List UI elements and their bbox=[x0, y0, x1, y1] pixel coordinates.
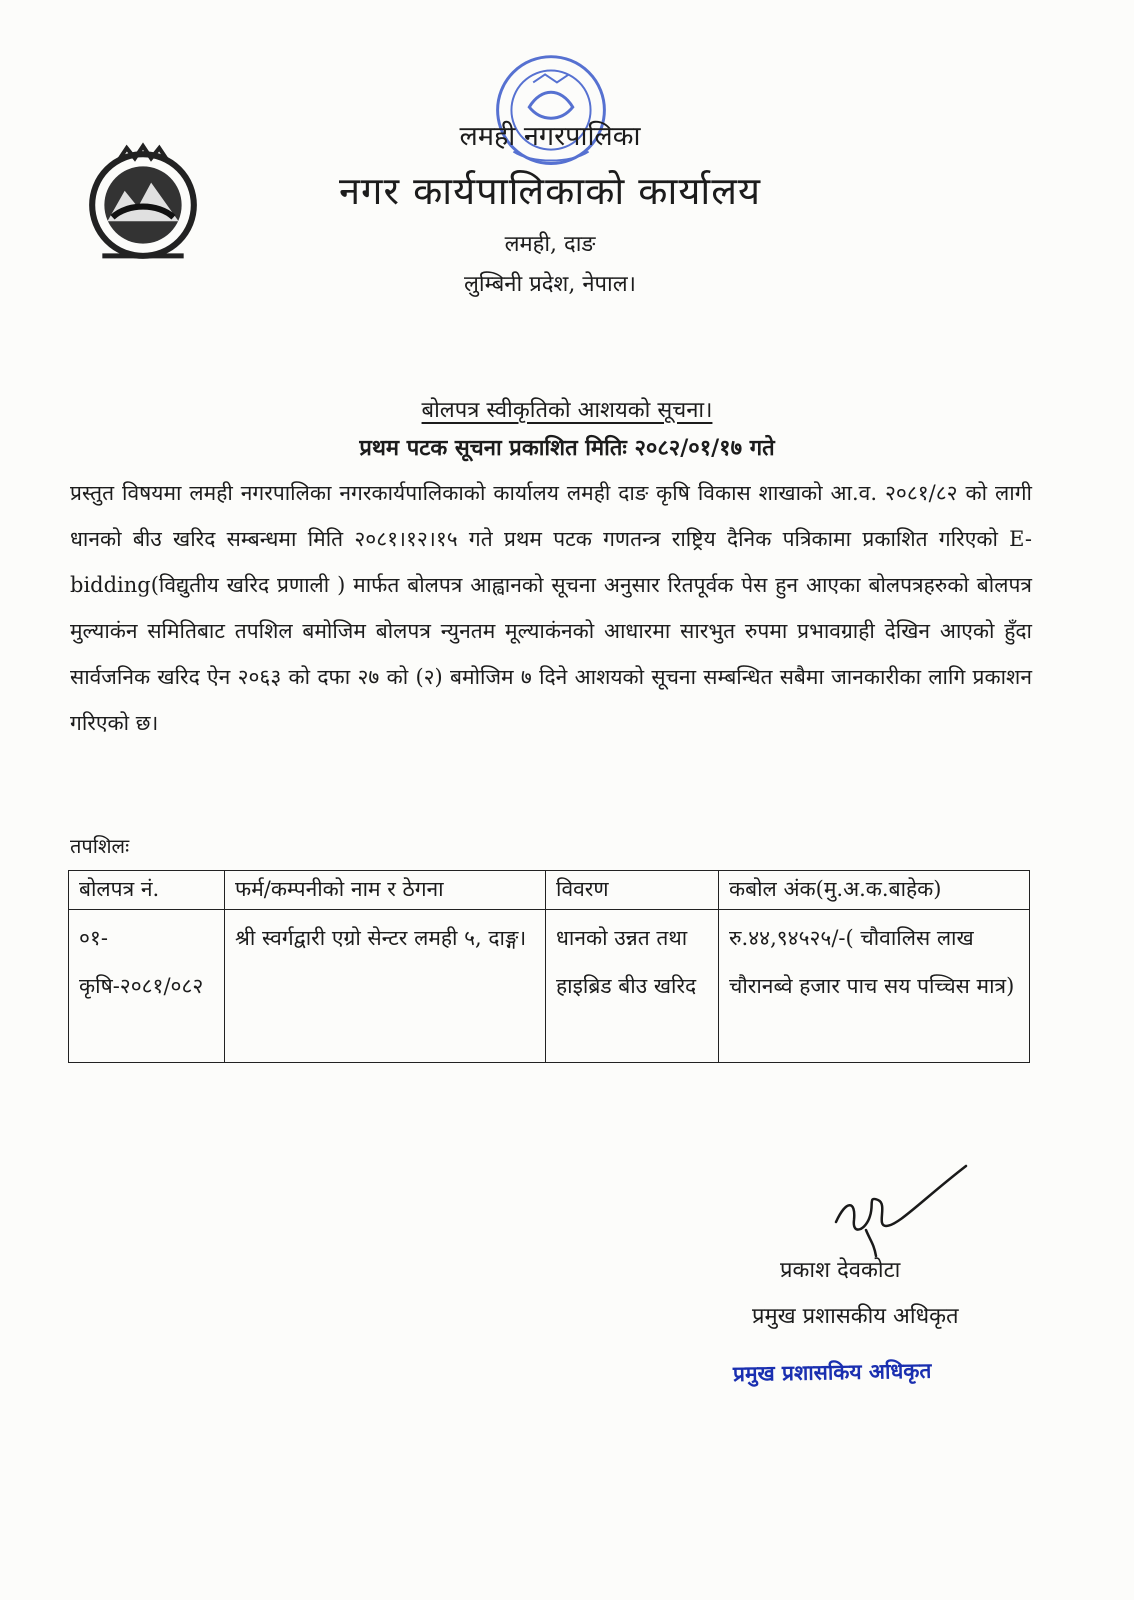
table-row bbox=[69, 910, 1030, 1063]
table-header-row bbox=[69, 871, 1030, 910]
bid-schedule-table bbox=[68, 870, 1030, 1063]
signatory-name: प्रकाश देवकोटा bbox=[780, 1258, 901, 1283]
column-header-description: विवरण bbox=[546, 871, 719, 910]
signatory-title: प्रमुख प्रशासकीय अधिकृत bbox=[752, 1304, 959, 1329]
firm-cell: श्री स्वर्गद्वारी एग्रो सेन्टर लमही ५, दाङ्ग। bbox=[225, 910, 546, 1063]
office-title: नगर कार्यपालिकाको कार्यालय bbox=[338, 169, 762, 213]
office-location: लमही, दाङ bbox=[504, 232, 596, 257]
notice-published-date: प्रथम पटक सूचना प्रकाशित मितिः २०८२/०१/१७ गते bbox=[359, 435, 775, 461]
bid-no-cell: ०१-कृषि-२०८१/०८२ bbox=[69, 910, 225, 1063]
column-header-bid-no: बोलपत्र नं. bbox=[69, 871, 225, 910]
column-header-firm: फर्म/कम्पनीको नाम र ठेगना bbox=[225, 871, 546, 910]
designation-stamp: प्रमुख प्रशासकिय अधिकृत bbox=[732, 1357, 932, 1387]
municipality-name: लमही नगरपालिका bbox=[459, 121, 641, 152]
office-province: लुम्बिनी प्रदेश, नेपाल। bbox=[463, 272, 637, 297]
schedule-label: तपशिलः bbox=[70, 834, 130, 858]
notice-body: प्रस्तुत विषयमा लमही नगरपालिका नगरकार्यपालिकाको कार्यालय लमही दाङ कृषि विकास शाखाको आ.व. २०८१/८२ को लागी धानको बीउ खरिद सम्बन्धमा मिति २०८१।१२।१५ गते प्रथम पटक गणतन्त्र राष्ट्रिय दैनिक पत्रिकामा प्रकाशित गरिएको E-bidding(विद्युतीय खरिद प्रणाली ) मार्फत बोलपत्र आह्वानको सूचना अनुसार रितपूर्वक पेस हुन आएका बोलपत्रहरुको बोलपत्र मुल्याकंन समितिबाट तपशिल बमोजिम बोलपत्र न्युनतम मूल्याकंनको आधारमा सारभुत रुपमा प्रभावग्राही देखिन आएको हुँदा सार्वजनिक खरिद ऐन २०६३ को दफा २७ को (२) बमोजिम ७ दिने आशयको सूचना सम्बन्धित सबैमा जानकारीका लागि प्रकाशन गरिएको छ। bbox=[70, 481, 1032, 735]
column-header-amount: कबोल अंक(मु.अ.क.बाहेक) bbox=[719, 871, 1030, 910]
amount-cell: रु.४४,९४५२५/-( चौवालिस लाख चौरानब्वे हजार पाच सय पच्चिस मात्र) bbox=[719, 910, 1030, 1063]
description-cell: धानको उन्नत तथा हाइब्रिड बीउ खरिद bbox=[546, 910, 719, 1063]
notice-title: बोलपत्र स्वीकृतिको आशयको सूचना। bbox=[421, 398, 713, 423]
handwritten-signature bbox=[826, 1160, 976, 1260]
